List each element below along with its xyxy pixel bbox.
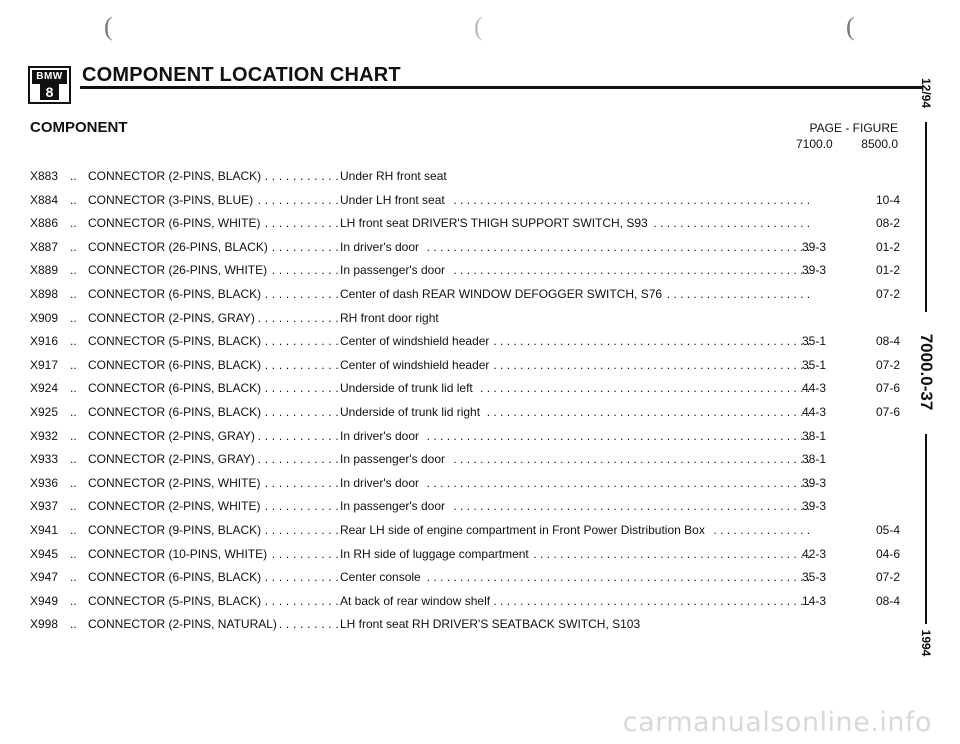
leader-dots: .. — [70, 570, 77, 585]
component-location: In passenger's door . . . — [340, 448, 810, 472]
component-location: Under RH front seat — [340, 165, 810, 189]
component-location: Under LH front seat . . . — [340, 189, 810, 213]
component-code: X909 — [30, 310, 59, 325]
leader-dots: .. — [70, 286, 77, 301]
component-description: CONNECTOR (6-PINS, BLACK) . . . — [88, 566, 338, 590]
table-row — [30, 330, 900, 354]
scan-mark: ( — [104, 12, 113, 41]
scan-mark: ( — [474, 12, 483, 41]
date-label: 12/94 — [919, 77, 933, 109]
table-row — [30, 425, 900, 449]
component-code: X886 — [30, 216, 59, 231]
leader-dots: .. — [70, 452, 77, 467]
table-row — [30, 519, 900, 543]
page-figure-header — [790, 121, 898, 151]
page-ref: 42-3 — [801, 546, 826, 561]
component-code: X998 — [30, 617, 59, 632]
leader-dots: .. — [70, 357, 77, 372]
component-description: CONNECTOR (5-PINS, BLACK) . . . — [88, 330, 338, 354]
table-row — [30, 377, 900, 401]
component-code: X936 — [30, 475, 59, 490]
component-location: In RH side of luggage compartment . . . — [340, 543, 810, 567]
component-location: Underside of trunk lid right . . . — [340, 401, 810, 425]
table-row — [30, 354, 900, 378]
component-location: In driver's door . . . — [340, 472, 810, 496]
table-row — [30, 448, 900, 472]
component-location: Underside of trunk lid left . . . — [340, 377, 810, 401]
leader-dots: .. — [70, 239, 77, 254]
component-description: CONNECTOR (9-PINS, BLACK) . . . — [88, 519, 338, 543]
page-title: COMPONENT LOCATION CHART — [82, 64, 401, 86]
page-ref: 39-3 — [801, 475, 826, 490]
figure-ref: 07-2 — [875, 357, 900, 372]
table-row — [30, 590, 900, 614]
component-location: Center of dash REAR WINDOW DEFOGGER SWITCH, S76 . . . — [340, 283, 810, 307]
figure-ref: 10-4 — [875, 192, 900, 207]
component-location: In driver's door . . . — [340, 425, 810, 449]
page-ref: 44-3 — [801, 381, 826, 396]
component-description: CONNECTOR (26-PINS, BLACK) . . . — [88, 236, 338, 260]
component-code: X932 — [30, 428, 59, 443]
component-location: Rear LH side of engine compartment in Front Power Distribution Box . . . — [340, 519, 810, 543]
page-ref: 44-3 — [801, 404, 826, 419]
component-location: LH front seat DRIVER'S THIGH SUPPORT SWITCH, S93 . . . — [340, 212, 810, 236]
component-code: X884 — [30, 192, 59, 207]
component-location: In passenger's door . . . — [340, 495, 810, 519]
table-row — [30, 283, 900, 307]
figure-ref: 05-4 — [875, 522, 900, 537]
table-row — [30, 613, 900, 637]
component-code: X937 — [30, 499, 59, 514]
leader-dots: .. — [70, 546, 77, 561]
component-code: X947 — [30, 570, 59, 585]
component-description: CONNECTOR (2-PINS, GRAY) . . . — [88, 425, 338, 449]
component-location: LH front seat RH DRIVER'S SEATBACK SWITCH, S103 — [340, 613, 810, 637]
leader-dots: .. — [70, 617, 77, 632]
leader-dots: .. — [70, 381, 77, 396]
component-code: X917 — [30, 357, 59, 372]
table-row — [30, 566, 900, 590]
component-description: CONNECTOR (6-PINS, BLACK) . . . — [88, 401, 338, 425]
component-description: CONNECTOR (6-PINS, BLACK) . . . — [88, 354, 338, 378]
component-description: CONNECTOR (2-PINS, GRAY) . . . — [88, 448, 338, 472]
figure-ref: 01-2 — [875, 263, 900, 278]
leader-dots: .. — [70, 169, 77, 183]
component-code: X887 — [30, 239, 59, 254]
component-location: In passenger's door . . . — [340, 259, 810, 283]
figure-ref: 04-6 — [875, 546, 900, 561]
component-description: CONNECTOR (3-PINS, BLUE) . . . — [88, 189, 338, 213]
component-code: X925 — [30, 404, 59, 419]
side-margin — [916, 62, 936, 662]
component-description: CONNECTOR (10-PINS, WHITE) . . . — [88, 543, 338, 567]
figure-ref: 08-4 — [875, 334, 900, 349]
page-ref: 35-3 — [801, 570, 826, 585]
side-rule — [925, 434, 927, 624]
component-description: CONNECTOR (2-PINS, BLACK) . . . — [88, 165, 338, 189]
page-header — [28, 62, 923, 108]
leader-dots: .. — [70, 475, 77, 490]
component-code: X945 — [30, 546, 59, 561]
section-number: 7000.0-37 — [917, 333, 936, 411]
component-location: Center of windshield header . . . — [340, 354, 810, 378]
figure-ref: 07-6 — [875, 381, 900, 396]
leader-dots: .. — [70, 522, 77, 537]
component-description: CONNECTOR (26-PINS, WHITE) . . . — [88, 259, 338, 283]
component-description: CONNECTOR (6-PINS, BLACK) . . . — [88, 283, 338, 307]
page-ref: 14-3 — [801, 593, 826, 608]
table-row — [30, 259, 900, 283]
logo-brand: BMW — [32, 70, 67, 84]
figure-column-label: 8500.0 — [861, 137, 898, 151]
component-location: In driver's door . . . — [340, 236, 810, 260]
leader-dots: .. — [70, 310, 77, 325]
component-location: RH front door right — [340, 307, 810, 331]
scan-mark: ( — [846, 12, 855, 41]
table-row — [30, 236, 900, 260]
page-ref: 38-1 — [801, 452, 826, 467]
figure-ref: 01-2 — [875, 239, 900, 254]
component-description: CONNECTOR (2-PINS, GRAY) . . . — [88, 307, 338, 331]
page-column-label: 7100.0 — [796, 137, 833, 151]
table-row — [30, 495, 900, 519]
table-row — [30, 472, 900, 496]
component-description: CONNECTOR (2-PINS, WHITE) . . . — [88, 472, 338, 496]
figure-ref: 07-6 — [875, 404, 900, 419]
table-row — [30, 165, 900, 189]
component-code: X924 — [30, 381, 59, 396]
component-code: X916 — [30, 334, 59, 349]
page-ref: 35-1 — [801, 334, 826, 349]
component-code: X889 — [30, 263, 59, 278]
component-description: CONNECTOR (5-PINS, BLACK) . . . — [88, 590, 338, 614]
component-description: CONNECTOR (6-PINS, BLACK) . . . — [88, 377, 338, 401]
component-location: Center of windshield header . . . — [340, 330, 810, 354]
side-rule — [925, 122, 927, 312]
component-code: X941 — [30, 522, 59, 537]
leader-dots: .. — [70, 192, 77, 207]
component-list — [30, 165, 900, 637]
bmw-logo — [28, 66, 71, 104]
figure-ref: 08-4 — [875, 593, 900, 608]
component-location: At back of rear window shelf . . . — [340, 590, 810, 614]
component-description: CONNECTOR (2-PINS, NATURAL) . . . — [88, 613, 338, 637]
table-row — [30, 543, 900, 567]
component-description: CONNECTOR (6-PINS, WHITE) . . . — [88, 212, 338, 236]
page-figure-label: PAGE - FIGURE — [809, 121, 898, 135]
leader-dots: .. — [70, 404, 77, 419]
component-location: Center console . . . — [340, 566, 810, 590]
component-column-header: COMPONENT — [30, 119, 128, 136]
page-ref: 39-3 — [801, 263, 826, 278]
page-ref: 39-3 — [801, 499, 826, 514]
page-ref: 38-1 — [801, 428, 826, 443]
figure-ref: 08-2 — [875, 216, 900, 231]
figure-ref: 07-2 — [875, 570, 900, 585]
component-description: CONNECTOR (2-PINS, WHITE) . . . — [88, 495, 338, 519]
logo-series: 8 — [40, 84, 59, 100]
leader-dots: .. — [70, 334, 77, 349]
table-row — [30, 212, 900, 236]
component-code: X898 — [30, 286, 59, 301]
component-code: X883 — [30, 169, 59, 183]
table-row — [30, 401, 900, 425]
page-ref: 35-1 — [801, 357, 826, 372]
component-code: X933 — [30, 452, 59, 467]
table-row — [30, 189, 900, 213]
leader-dots: .. — [70, 428, 77, 443]
figure-ref: 07-2 — [875, 286, 900, 301]
watermark: carmanualsonline.info — [622, 707, 932, 738]
component-code: X949 — [30, 593, 59, 608]
leader-dots: .. — [70, 593, 77, 608]
table-row — [30, 307, 900, 331]
leader-dots: .. — [70, 263, 77, 278]
page-ref: 39-3 — [801, 239, 826, 254]
header-rule — [80, 86, 923, 89]
year-label: 1994 — [919, 629, 933, 657]
leader-dots: .. — [70, 499, 77, 514]
leader-dots: .. — [70, 216, 77, 231]
